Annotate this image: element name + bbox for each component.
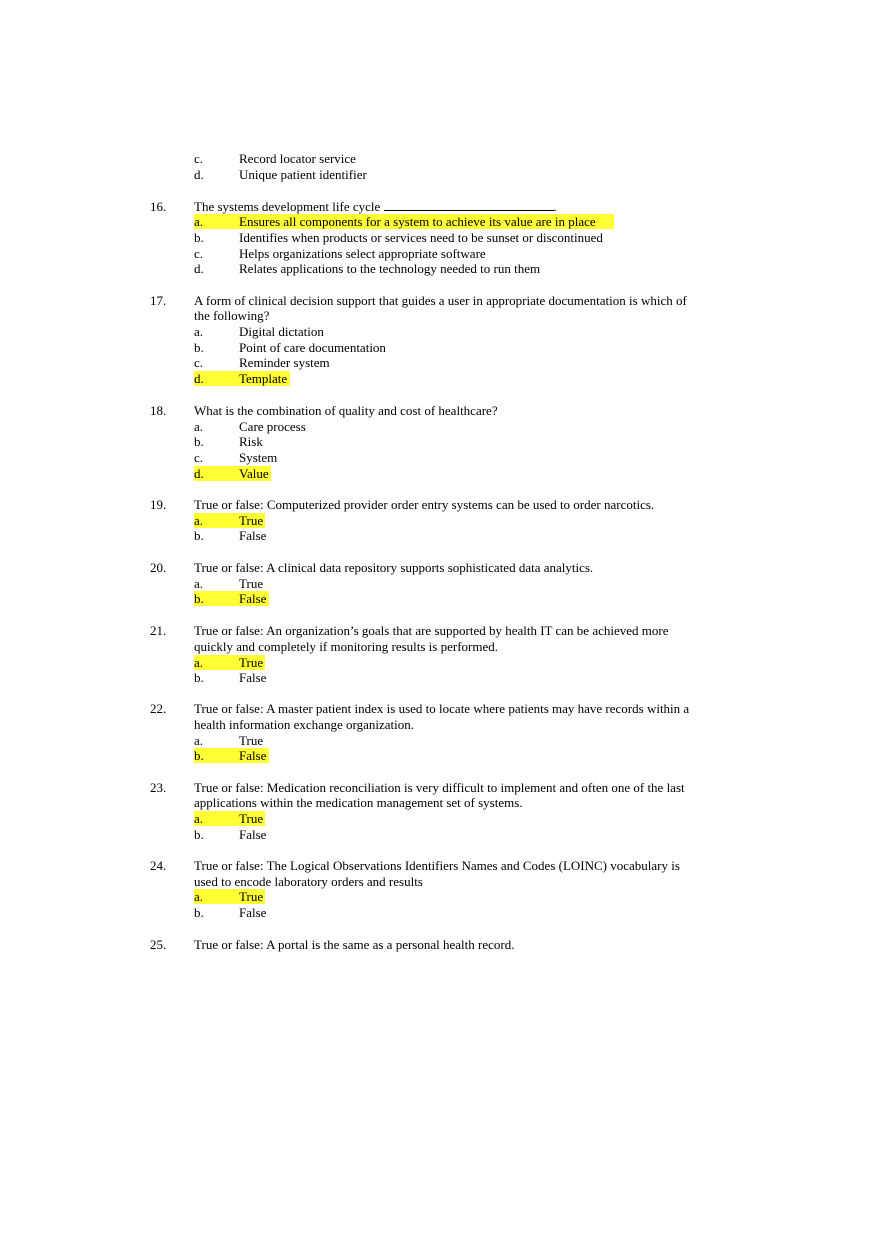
question-number: 23. [150, 780, 167, 795]
question-line: What is the combination of quality and cost of healthcare? [194, 403, 498, 418]
option-letter: a. [194, 733, 204, 748]
question-line: health information exchange organization. [194, 717, 414, 732]
option-d-highlighted [194, 466, 271, 481]
option-text: True [239, 655, 264, 670]
question-line: True or false: The Logical Observations Identifiers Names and Codes (LOINC) vocabulary is [194, 858, 680, 873]
option-letter: b. [194, 340, 204, 355]
option-text: Unique patient identifier [239, 167, 367, 182]
option-letter: a. [194, 513, 204, 528]
option-letter: a. [194, 655, 204, 670]
question-number: 22. [150, 701, 167, 716]
option-text: Care process [239, 419, 306, 434]
option-text: Value [239, 466, 269, 481]
option-text: False [239, 905, 267, 920]
option-d-highlighted [194, 371, 290, 386]
option-letter: b. [194, 670, 204, 685]
question-line: used to encode laboratory orders and results [194, 874, 423, 889]
option-letter: c. [194, 450, 204, 465]
option-letter: b. [194, 528, 204, 543]
option-b-highlighted [194, 591, 269, 606]
question-number: 24. [150, 858, 167, 873]
question-line: True or false: A master patient index is used to locate where patients may have records within a [194, 701, 690, 716]
option-text: Reminder system [239, 355, 330, 370]
option-text: False [239, 528, 267, 543]
option-text: Risk [239, 434, 263, 449]
fill-in-blank [384, 199, 554, 211]
option-letter: b. [194, 434, 204, 449]
option-a-highlighted [194, 655, 265, 670]
option-text: True [239, 889, 264, 904]
question-text [194, 199, 557, 215]
question-line: True or false: Medication reconciliation is very difficult to implement and often one of the last [194, 780, 685, 795]
option-text: False [239, 591, 267, 606]
option-letter: d. [194, 261, 204, 276]
option-a-highlighted [194, 811, 265, 826]
option-letter: a. [194, 811, 204, 826]
option-a-highlighted [194, 214, 614, 229]
option-a-highlighted [194, 513, 265, 528]
question-number: 25. [150, 937, 167, 952]
option-letter: a. [194, 889, 204, 904]
option-letter: a. [194, 576, 204, 591]
question-line: A form of clinical decision support that guides a user in appropriate documentation is which of [194, 293, 687, 308]
option-letter: d. [194, 167, 204, 182]
option-letter: b. [194, 230, 204, 245]
option-letter: d. [194, 466, 204, 481]
option-letter: b. [194, 905, 204, 920]
option-letter: a. [194, 324, 204, 339]
question-number: 19. [150, 497, 167, 512]
option-letter: c. [194, 355, 204, 370]
option-letter: a. [194, 214, 204, 229]
option-b-highlighted [194, 748, 269, 763]
option-text: True [239, 576, 264, 591]
option-text: Template [239, 371, 288, 386]
blank-suffix: . [553, 199, 557, 214]
option-text: Identifies when products or services need to be sunset or discontinued [239, 230, 603, 245]
option-letter: b. [194, 827, 204, 842]
option-text: False [239, 748, 267, 763]
question-line: True or false: A clinical data repository supports sophisticated data analytics. [194, 560, 594, 575]
question-line: True or false: A portal is the same as a personal health record. [194, 937, 515, 952]
option-letter: b. [194, 591, 204, 606]
question-number: 21. [150, 623, 167, 638]
option-text: Digital dictation [239, 324, 324, 339]
option-letter: d. [194, 371, 204, 386]
option-text: Ensures all components for a system to achieve its value are in place [239, 214, 596, 229]
question-line: applications within the medication management set of systems. [194, 795, 523, 810]
option-text: False [239, 827, 267, 842]
option-text: Helps organizations select appropriate software [239, 246, 486, 261]
question-line: The systems development life cycle [194, 199, 381, 214]
option-text: System [239, 450, 278, 465]
question-line: the following? [194, 308, 270, 323]
option-letter: c. [194, 246, 204, 261]
option-letter: c. [194, 151, 204, 166]
option-text: Record locator service [239, 151, 356, 166]
option-text: Point of care documentation [239, 340, 386, 355]
question-line: True or false: Computerized provider order entry systems can be used to order narcotics. [194, 497, 655, 512]
option-letter: b. [194, 748, 204, 763]
question-number: 20. [150, 560, 167, 575]
question-line: True or false: An organization’s goals that are supported by health IT can be achieved more [194, 623, 669, 638]
question-line: quickly and completely if monitoring results is performed. [194, 639, 498, 654]
option-letter: a. [194, 419, 204, 434]
question-number: 18. [150, 403, 167, 418]
option-text: True [239, 513, 264, 528]
option-text: Relates applications to the technology needed to run them [239, 261, 541, 276]
option-text: False [239, 670, 267, 685]
option-text: True [239, 733, 264, 748]
question-number: 16. [150, 199, 167, 214]
option-text: True [239, 811, 264, 826]
question-number: 17. [150, 293, 167, 308]
option-a-highlighted [194, 889, 265, 904]
